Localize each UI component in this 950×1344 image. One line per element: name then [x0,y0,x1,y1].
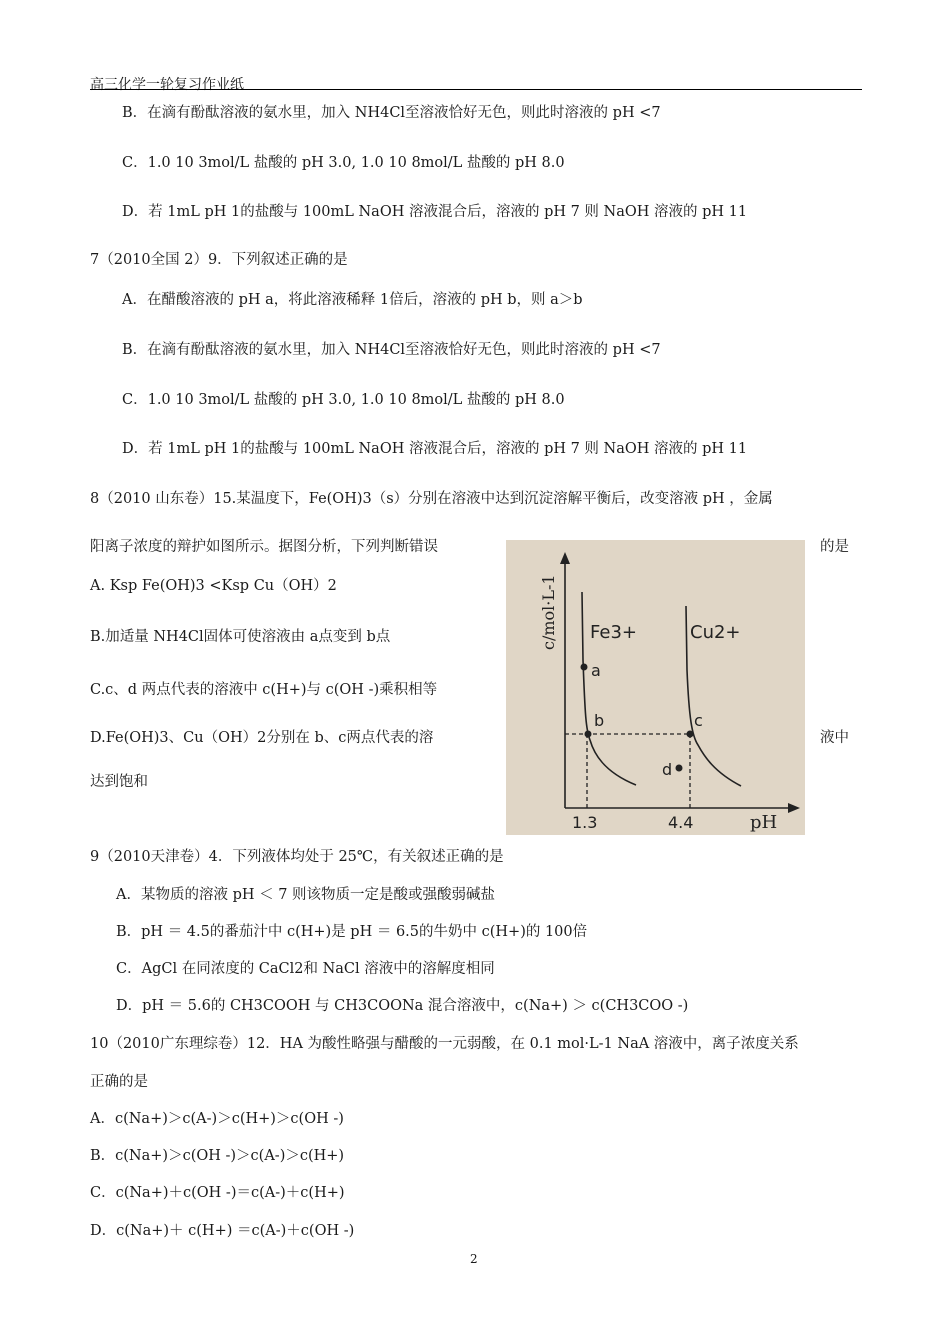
q10-stem: 10（2010广东理综卷）12．HA 为酸性略强与醋酸的一元弱酸，在 0.1 mol·L-1 NaA 溶液中，离子浓度关系 [90,1036,799,1052]
q10-stem-continued: 正确的是 [90,1074,148,1090]
q8-option-b: B.加适量 NH4Cl固体可使溶液由 a点变到 b点 [90,629,391,645]
page-number: 2 [470,1252,478,1266]
q10-option-b: B．c(Na+)＞c(OH -)＞c(A-)＞c(H+) [90,1148,345,1164]
q9-option-b: B．pH ＝ 4.5的番茄汁中 c(H+)是 pH ＝ 6.5的牛奶中 c(H+)的 100倍 [116,924,588,940]
figure-svg [506,540,805,835]
q6-option-d: D．若 1mL pH 1的盐酸与 100mL NaOH 溶液混合后，溶液的 pH 7 则 NaOH 溶液的 pH 11 [122,204,748,220]
solubility-figure [506,540,805,835]
point-a-label: a [591,661,601,680]
x-axis-label: pH [750,812,778,833]
q9-option-a: A．某物质的溶液 pH ＜ 7 则该物质一定是酸或强酸弱碱盐 [116,887,496,903]
q10-option-a: A．c(Na+)＞c(A-)＞c(H+)＞c(OH -) [90,1111,344,1127]
point-d-label: d [662,760,673,779]
q8-stem: 8（2010 山东卷）15.某温度下，Fe(OH)3（s）分别在溶液中达到沉淀溶解平衡后，改变溶液 pH ，金属 [90,491,773,507]
q9-stem: 9（2010天津卷）4．下列液体均处于 25℃，有关叙述正确的是 [90,849,504,865]
tick-4-4: 4.4 [668,813,694,832]
tick-1-3: 1.3 [572,813,598,832]
point-c [687,731,694,738]
point-b [585,731,592,738]
fe3-curve [582,592,636,785]
q7-option-a: A．在醋酸溶液的 pH a，将此溶液稀释 1倍后，溶液的 pH b，则 a＞b [122,292,583,308]
q8-option-c: C.c、d 两点代表的溶液中 c(H+)与 c(OH -)乘积相等 [90,682,438,698]
q6-option-b: B．在滴有酚酞溶液的氨水里，加入 NH4Cl至溶液恰好无色，则此时溶液的 pH <7 [122,105,661,121]
header-divider [90,89,862,90]
q10-option-d: D．c(Na+)＋ c(H+) ＝c(A-)＋c(OH -) [90,1223,355,1239]
q7-stem: 7（2010全国 2）9．下列叙述正确的是 [90,252,348,268]
y-axis-label: c/mol·L-1 [539,574,558,650]
q8-option-d-end: 达到饱和 [90,774,148,790]
cu2-label: Cu2+ [690,622,741,643]
y-axis-arrow-icon [560,552,570,564]
q8-stem-continued: 阳离子浓度的辩护如图所示。据图分析，下列判断错误 [90,539,438,555]
q7-option-d: D．若 1mL pH 1的盐酸与 100mL NaOH 溶液混合后，溶液的 pH 7 则 NaOH 溶液的 pH 11 [122,441,748,457]
q8-option-d-wrap: 液中 [820,730,849,746]
q7-option-b: B．在滴有酚酞溶液的氨水里，加入 NH4Cl至溶液恰好无色，则此时溶液的 pH <7 [122,342,661,358]
q8-stem-end: 的是 [820,539,849,555]
point-c-label: c [694,711,703,730]
point-b-label: b [594,711,605,730]
q6-option-c: C．1.0 10 3mol/L 盐酸的 pH 3.0, 1.0 10 8mol/L 盐酸的 pH 8.0 [122,155,565,171]
q8-option-d: D.Fe(OH)3、Cu（OH）2分别在 b、c两点代表的溶 [90,730,434,746]
q7-option-c: C．1.0 10 3mol/L 盐酸的 pH 3.0, 1.0 10 8mol/L 盐酸的 pH 8.0 [122,392,565,408]
q8-option-a: A. Ksp Fe(OH)3 <Ksp Cu（OH）2 [90,578,337,594]
page-header-title: 高三化学一轮复习作业纸 [90,77,244,93]
point-d [676,765,683,772]
q10-option-c: C．c(Na+)＋c(OH -)＝c(A-)＋c(H+) [90,1185,345,1201]
fe3-label: Fe3+ [590,622,637,643]
q9-option-d: D．pH ＝ 5.6的 CH3COOH 与 CH3COONa 混合溶液中，c(Na+) ＞ c(CH3COO -) [116,998,689,1014]
point-a [581,664,588,671]
q9-option-c: C．AgCl 在同浓度的 CaCl2和 NaCl 溶液中的溶解度相同 [116,961,495,977]
x-axis-arrow-icon [788,803,800,813]
